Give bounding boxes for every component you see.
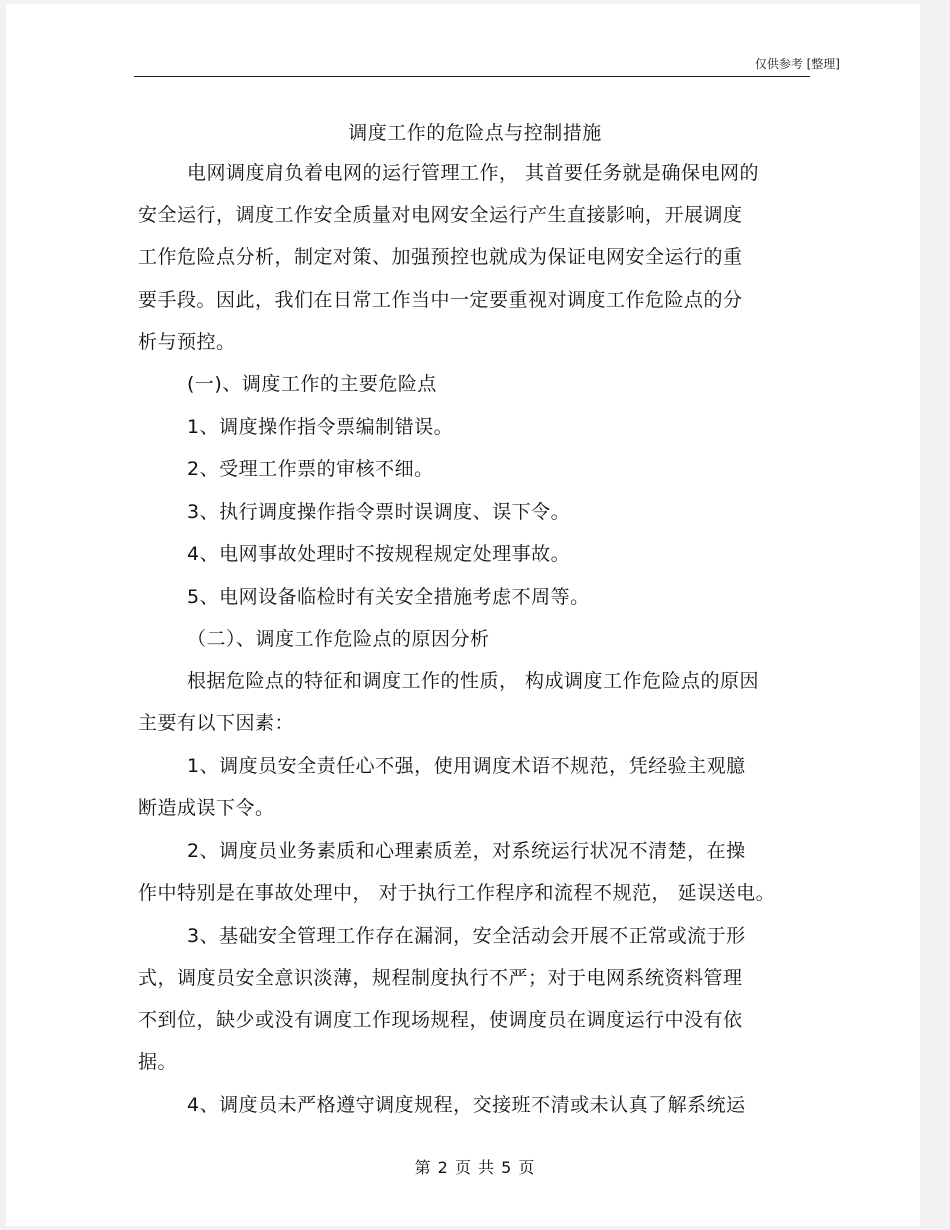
list-item: 3、基础安全管理工作存在漏洞，安全活动会开展不正常或流于形 — [187, 925, 746, 947]
list-item: 2、受理工作票的审核不细。 — [187, 458, 434, 480]
paragraph-line: 要手段。因此，我们在日常工作当中一定要重视对调度工作危险点的分 — [138, 289, 743, 311]
paragraph-line: 工作危险点分析，制定对策、加强预控也就成为保证电网安全运行的重 — [138, 246, 743, 268]
list-item: 3、执行调度操作指令票时误调度、误下令。 — [187, 501, 571, 523]
paragraph-line: 根据危险点的特征和调度工作的性质， 构成调度工作危险点的原因 — [187, 670, 760, 692]
document-title: 调度工作的危险点与控制措施 — [348, 122, 602, 144]
page-number: 第 2 页 共 5 页 — [414, 1158, 536, 1177]
paragraph-line: 据。 — [138, 1051, 178, 1073]
section-heading: (一)、调度工作的主要危险点 — [187, 373, 437, 395]
list-item: 1、调度员安全责任心不强，使用调度术语不规范，凭经验主观臆 — [187, 755, 746, 777]
list-item: 1、调度操作指令票编制错误。 — [187, 416, 454, 438]
paragraph-line: 作中特别是在事故处理中， 对于执行工作程序和流程不规范， 延误送电。 — [138, 882, 776, 904]
paragraph-line: 断造成误下令。 — [138, 797, 275, 819]
paragraph-line: 电网调度肩负着电网的运行管理工作， 其首要任务就是确保电网的 — [187, 162, 760, 184]
list-item: 5、电网设备临检时有关安全措施考虑不周等。 — [187, 586, 590, 608]
document-page — [6, 4, 920, 1226]
header-divider — [134, 76, 810, 77]
list-item: 2、调度员业务素质和心理素质差，对系统运行状况不清楚，在操 — [187, 840, 746, 862]
section-heading: （二）、调度工作危险点的原因分析 — [187, 628, 490, 650]
paragraph-line: 主要有以下因素： — [138, 712, 295, 734]
paragraph-line: 析与预控。 — [138, 331, 236, 353]
paragraph-line: 式，调度员安全意识淡薄，规程制度执行不严；对于电网系统资料管理 — [138, 967, 743, 989]
paragraph-line: 不到位，缺少或没有调度工作现场规程，使调度员在调度运行中没有依 — [138, 1009, 743, 1031]
list-item: 4、电网事故处理时不按规程规定处理事故。 — [187, 543, 571, 565]
header-note: 仅供参考 [整理] — [754, 57, 840, 71]
paragraph-line: 安全运行，调度工作安全质量对电网安全运行产生直接影响，开展调度 — [138, 204, 743, 226]
list-item: 4、调度员未严格遵守调度规程，交接班不清或未认真了解系统运 — [187, 1094, 746, 1116]
